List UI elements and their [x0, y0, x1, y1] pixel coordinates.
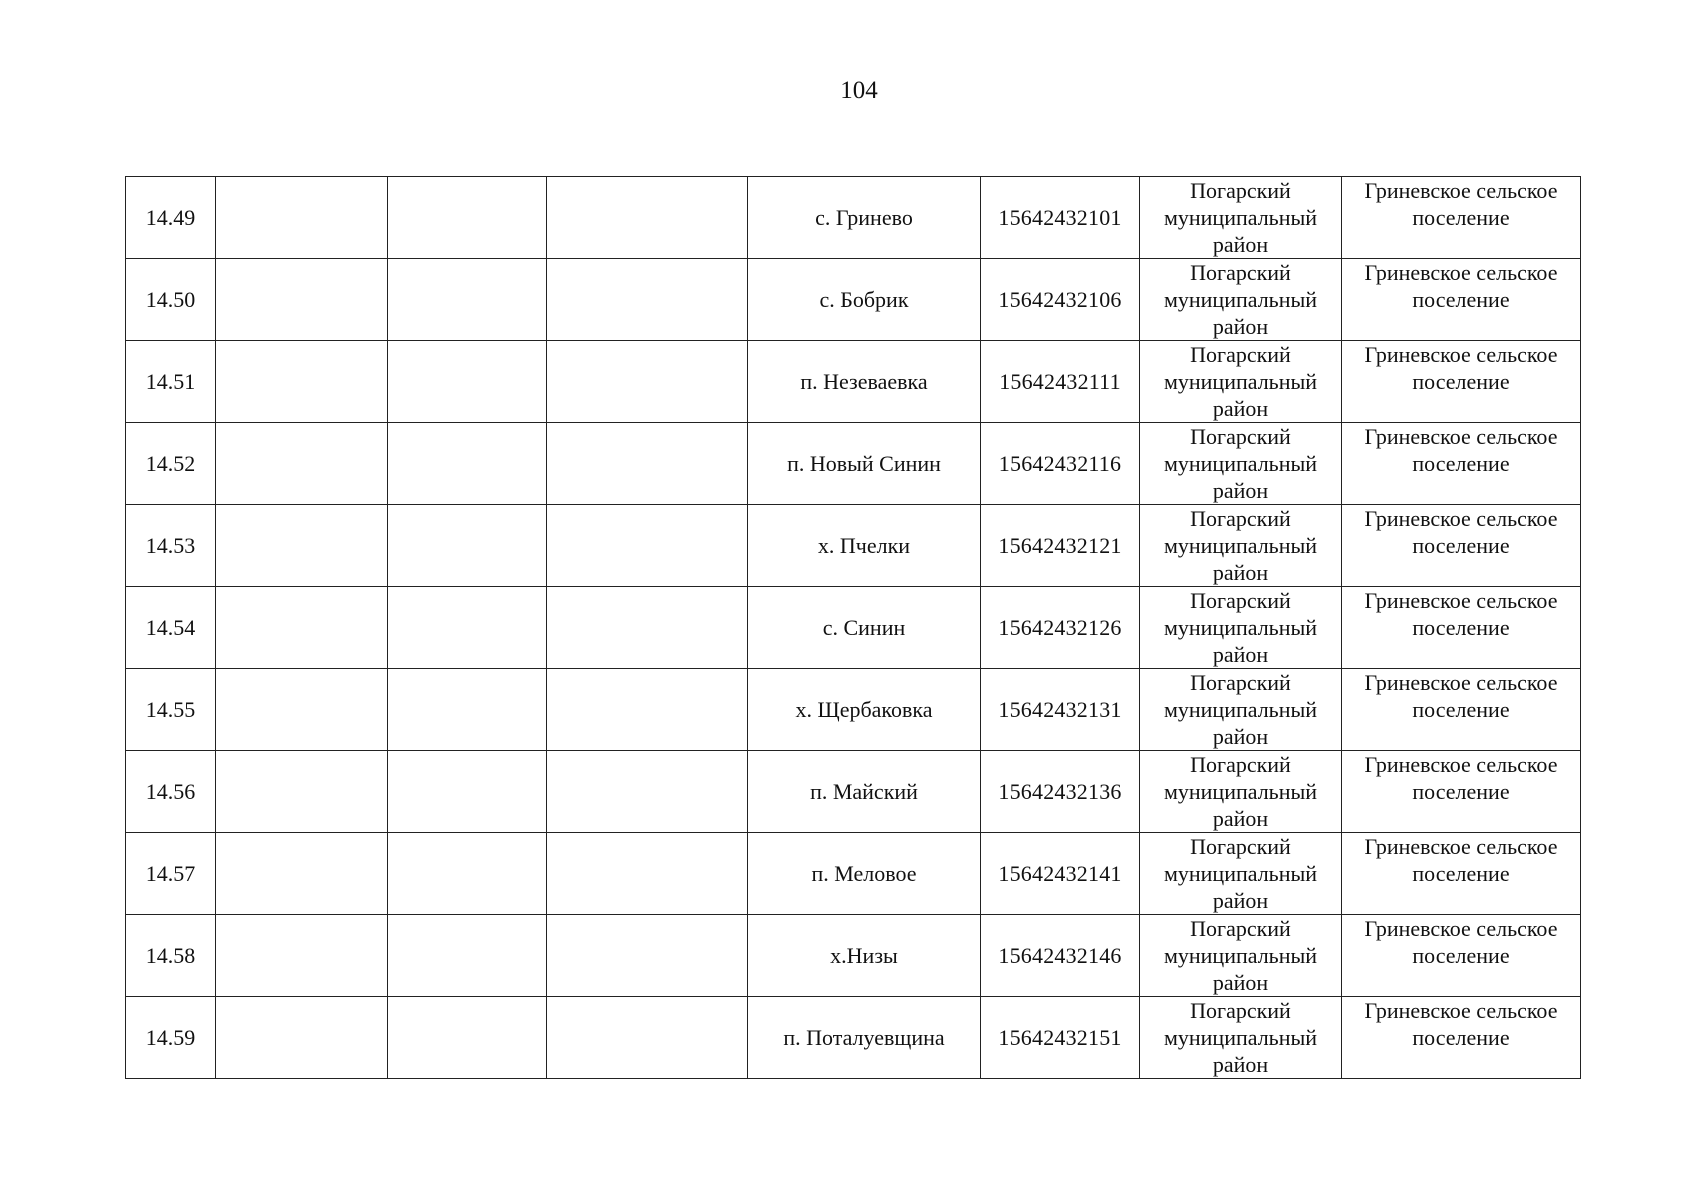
rural-settlement: Гриневское сельское поселение — [1342, 505, 1581, 587]
table-row — [126, 997, 1581, 1079]
row-number: 14.55 — [126, 669, 216, 751]
municipal-district: Погарский муниципальный район — [1140, 177, 1342, 259]
oktmo-code: 15642432106 — [981, 259, 1140, 341]
rural-settlement: Гриневское сельское поселение — [1342, 751, 1581, 833]
rural-settlement: Гриневское сельское поселение — [1342, 423, 1581, 505]
table-row — [126, 341, 1581, 423]
rural-settlement: Гриневское сельское поселение — [1342, 833, 1581, 915]
empty-cell — [388, 341, 547, 423]
empty-cell — [547, 915, 748, 997]
oktmo-code: 15642432141 — [981, 833, 1140, 915]
empty-cell — [216, 669, 388, 751]
locality-name: с. Гринево — [748, 177, 981, 259]
empty-cell — [216, 341, 388, 423]
row-number: 14.58 — [126, 915, 216, 997]
oktmo-code: 15642432131 — [981, 669, 1140, 751]
municipal-district: Погарский муниципальный район — [1140, 587, 1342, 669]
oktmo-code: 15642432116 — [981, 423, 1140, 505]
oktmo-code: 15642432101 — [981, 177, 1140, 259]
empty-cell — [547, 505, 748, 587]
rural-settlement: Гриневское сельское поселение — [1342, 915, 1581, 997]
municipal-district: Погарский муниципальный район — [1140, 915, 1342, 997]
table-row — [126, 587, 1581, 669]
empty-cell — [388, 833, 547, 915]
empty-cell — [547, 341, 748, 423]
oktmo-code: 15642432126 — [981, 587, 1140, 669]
table-row — [126, 669, 1581, 751]
table-row — [126, 259, 1581, 341]
empty-cell — [388, 259, 547, 341]
municipal-district: Погарский муниципальный район — [1140, 997, 1342, 1079]
row-number: 14.56 — [126, 751, 216, 833]
empty-cell — [388, 177, 547, 259]
municipal-district: Погарский муниципальный район — [1140, 669, 1342, 751]
municipal-district: Погарский муниципальный район — [1140, 505, 1342, 587]
oktmo-code: 15642432121 — [981, 505, 1140, 587]
table-row — [126, 833, 1581, 915]
empty-cell — [547, 423, 748, 505]
locality-name: х.Низы — [748, 915, 981, 997]
row-number: 14.57 — [126, 833, 216, 915]
empty-cell — [216, 587, 388, 669]
empty-cell — [388, 587, 547, 669]
settlements-table — [125, 176, 1581, 1079]
locality-name: х. Пчелки — [748, 505, 981, 587]
rural-settlement: Гриневское сельское поселение — [1342, 259, 1581, 341]
empty-cell — [388, 997, 547, 1079]
row-number: 14.53 — [126, 505, 216, 587]
table-row — [126, 505, 1581, 587]
locality-name: п. Меловое — [748, 833, 981, 915]
municipal-district: Погарский муниципальный район — [1140, 833, 1342, 915]
empty-cell — [388, 915, 547, 997]
municipal-district: Погарский муниципальный район — [1140, 751, 1342, 833]
municipal-district: Погарский муниципальный район — [1140, 341, 1342, 423]
oktmo-code: 15642432151 — [981, 997, 1140, 1079]
locality-name: п. Майский — [748, 751, 981, 833]
row-number: 14.49 — [126, 177, 216, 259]
empty-cell — [388, 423, 547, 505]
empty-cell — [216, 423, 388, 505]
rural-settlement: Гриневское сельское поселение — [1342, 177, 1581, 259]
municipal-district: Погарский муниципальный район — [1140, 259, 1342, 341]
row-number: 14.52 — [126, 423, 216, 505]
empty-cell — [216, 177, 388, 259]
empty-cell — [216, 505, 388, 587]
oktmo-code: 15642432136 — [981, 751, 1140, 833]
locality-name: п. Новый Синин — [748, 423, 981, 505]
locality-name: п. Незеваевка — [748, 341, 981, 423]
table-row — [126, 177, 1581, 259]
empty-cell — [216, 833, 388, 915]
empty-cell — [547, 587, 748, 669]
empty-cell — [216, 915, 388, 997]
page-number: 104 — [840, 77, 878, 104]
row-number: 14.50 — [126, 259, 216, 341]
oktmo-code: 15642432146 — [981, 915, 1140, 997]
oktmo-code: 15642432111 — [981, 341, 1140, 423]
rural-settlement: Гриневское сельское поселение — [1342, 997, 1581, 1079]
row-number: 14.51 — [126, 341, 216, 423]
empty-cell — [388, 669, 547, 751]
empty-cell — [216, 751, 388, 833]
rural-settlement: Гриневское сельское поселение — [1342, 341, 1581, 423]
empty-cell — [547, 177, 748, 259]
municipal-district: Погарский муниципальный район — [1140, 423, 1342, 505]
rural-settlement: Гриневское сельское поселение — [1342, 587, 1581, 669]
locality-name: с. Синин — [748, 587, 981, 669]
empty-cell — [216, 997, 388, 1079]
locality-name: х. Щербаковка — [748, 669, 981, 751]
empty-cell — [547, 669, 748, 751]
table-row — [126, 751, 1581, 833]
empty-cell — [547, 751, 748, 833]
row-number: 14.59 — [126, 997, 216, 1079]
row-number: 14.54 — [126, 587, 216, 669]
table-row — [126, 915, 1581, 997]
table-body — [126, 177, 1581, 1079]
locality-name: с. Бобрик — [748, 259, 981, 341]
table-row — [126, 423, 1581, 505]
empty-cell — [216, 259, 388, 341]
rural-settlement: Гриневское сельское поселение — [1342, 669, 1581, 751]
empty-cell — [547, 833, 748, 915]
empty-cell — [388, 505, 547, 587]
empty-cell — [547, 997, 748, 1079]
locality-name: п. Поталуевщина — [748, 997, 981, 1079]
empty-cell — [388, 751, 547, 833]
empty-cell — [547, 259, 748, 341]
